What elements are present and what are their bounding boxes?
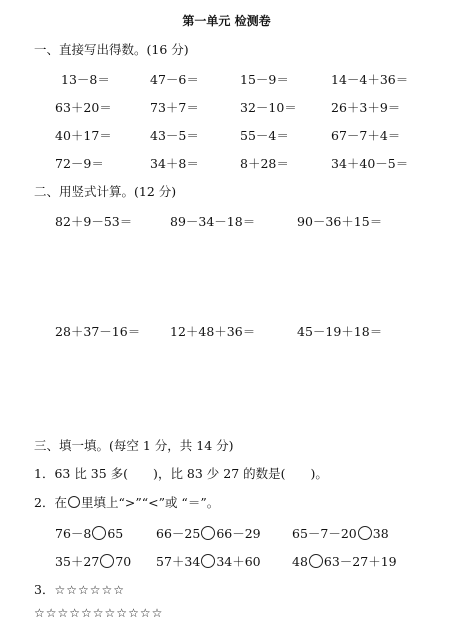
s1-eq: 63＋20＝ — [55, 100, 112, 115]
s1-eq: 73＋7＝ — [150, 100, 199, 115]
fill-question-3 — [34, 580, 125, 598]
s1-eq: 34＋40－5＝ — [331, 156, 409, 171]
section2-heading: 二、用竖式计算。(12 分) — [34, 184, 177, 199]
s2-eq: 45－19＋18＝ — [297, 324, 383, 339]
star-row-1: ☆☆☆☆☆☆ — [54, 583, 125, 597]
compare-item: 65－7－20 38 — [292, 526, 389, 541]
s2-eq: 12＋48＋36＝ — [170, 324, 256, 339]
s1-eq: 47－6＝ — [150, 72, 199, 87]
s1-eq: 32－10＝ — [240, 100, 297, 115]
section1-heading: 一、直接写出得数。(16 分) — [34, 42, 189, 57]
s1-eq: 8＋28＝ — [240, 156, 289, 171]
q3-label: 3． — [34, 582, 55, 597]
section3-heading: 三、填一填。(每空 1 分，共 14 分) — [34, 438, 234, 453]
answer-circle[interactable] — [201, 554, 215, 568]
s1-eq: 43－5＝ — [150, 128, 199, 143]
q2-prefix: 2．在 — [34, 495, 67, 510]
compare-item: 48 63－27＋19 — [292, 554, 397, 569]
s1-eq: 67－7＋4＝ — [331, 128, 401, 143]
s1-eq: 13－8＝ — [61, 72, 110, 87]
answer-circle[interactable] — [358, 526, 372, 540]
answer-circle[interactable] — [92, 526, 106, 540]
star-row-2: ☆☆☆☆☆☆☆☆☆☆☆ — [34, 606, 164, 620]
s1-eq: 15－9＝ — [240, 72, 289, 87]
answer-circle[interactable] — [201, 526, 215, 540]
s2-eq: 89－34－18＝ — [170, 214, 256, 229]
s1-eq: 40＋17＝ — [55, 128, 112, 143]
fill-question-1: 1．63 比 35 多( )，比 83 少 27 的数是( )。 — [34, 466, 328, 481]
s1-eq: 26＋3＋9＝ — [331, 100, 401, 115]
s1-eq: 72－9＝ — [55, 156, 104, 171]
compare-item: 66－25 66－29 — [156, 526, 261, 541]
compare-item: 76－8 65 — [55, 526, 124, 541]
s2-eq: 28＋37－16＝ — [55, 324, 141, 339]
s1-eq: 14－4＋36＝ — [331, 72, 409, 87]
s2-eq: 82＋9－53＝ — [55, 214, 133, 229]
s1-eq: 34＋8＝ — [150, 156, 199, 171]
answer-circle[interactable] — [309, 554, 323, 568]
answer-circle[interactable] — [100, 554, 114, 568]
s1-eq: 55－4＝ — [240, 128, 289, 143]
s2-eq: 90－36＋15＝ — [297, 214, 383, 229]
compare-circle-icon — [68, 496, 80, 508]
compare-item: 35＋27 70 — [55, 554, 132, 569]
fill-question-2 — [34, 493, 219, 511]
q2-suffix: 里填上“>”“<”或 “＝”。 — [80, 495, 220, 510]
page-title: 第一单元 检测卷 — [182, 14, 271, 28]
compare-item: 57＋34 34＋60 — [156, 554, 261, 569]
